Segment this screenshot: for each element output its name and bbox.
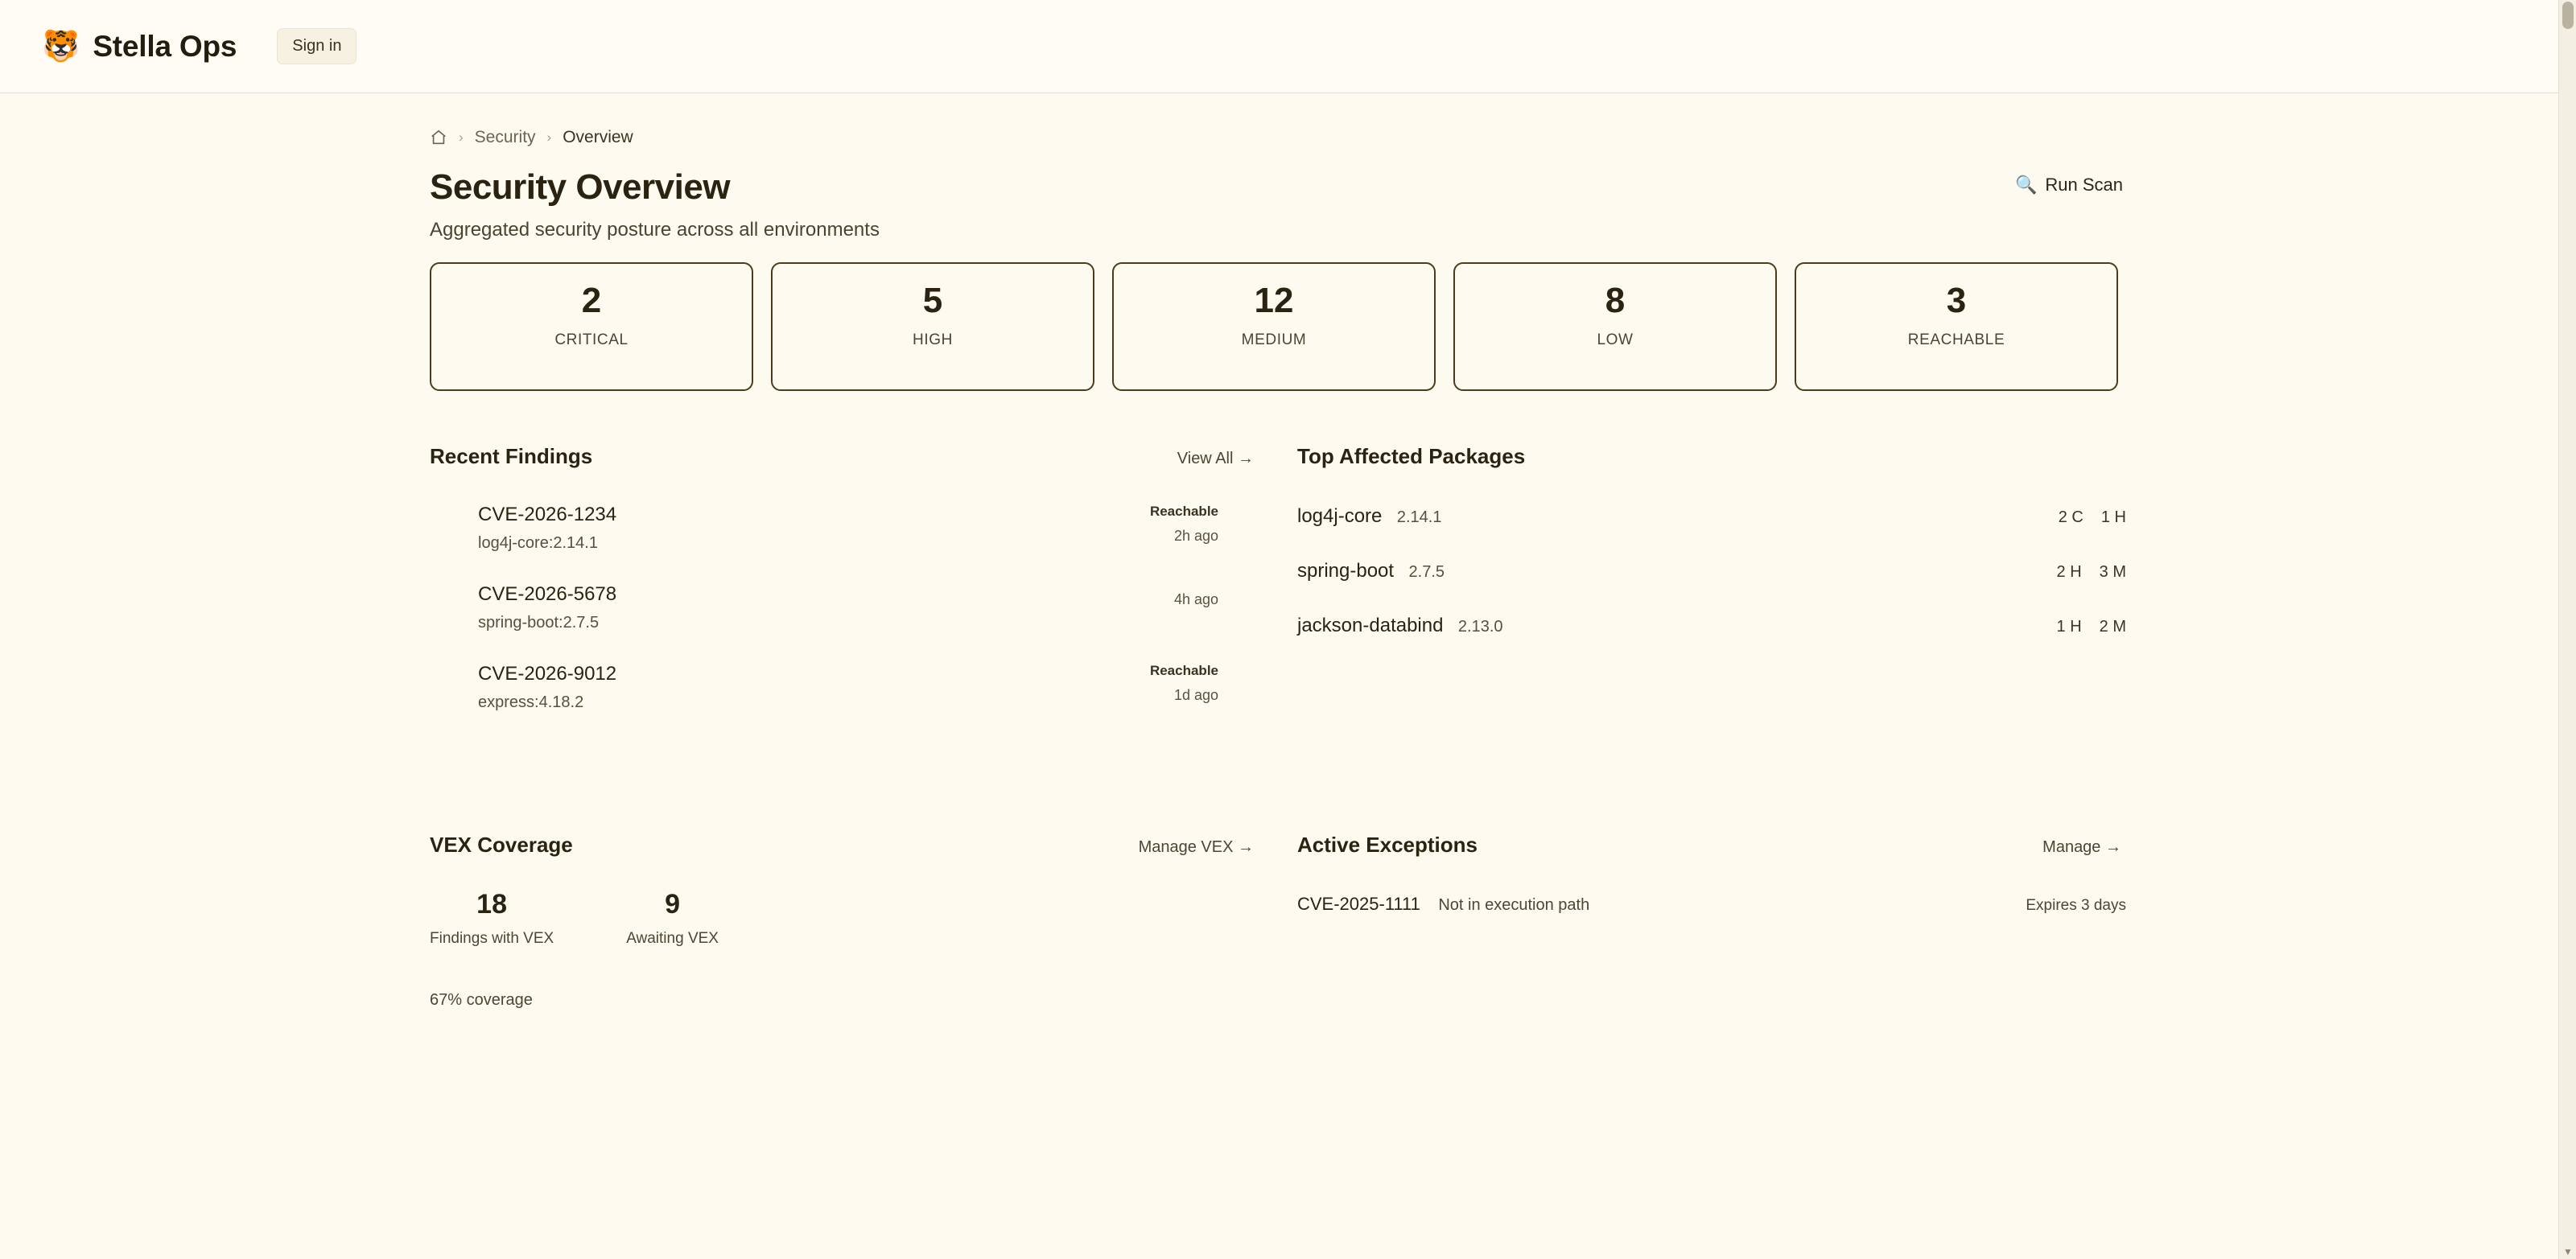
exception-expires: Expires 3 days	[2026, 897, 2126, 914]
panel-title: Active Exceptions	[1297, 833, 1478, 857]
magnifier-icon: 🔍	[2014, 175, 2038, 195]
package-version: 2.14.1	[1396, 508, 1442, 526]
finding-package: express:4.18.2	[478, 693, 584, 711]
finding-meta	[1150, 663, 1259, 704]
vex-metric-awaiting	[626, 889, 719, 948]
stat-label: CRITICAL	[554, 331, 629, 349]
run-scan-label: Run Scan	[2045, 175, 2123, 195]
vex-metric-with	[430, 889, 554, 948]
page-header	[430, 167, 2128, 241]
vex-metric-value: 9	[665, 889, 681, 920]
vex-coverage-panel	[430, 833, 1259, 1010]
breadcrumb-item-overview: Overview	[563, 128, 633, 146]
stat-value: 8	[1605, 281, 1626, 320]
top-packages-header	[1297, 444, 2126, 473]
panel-title: Top Affected Packages	[1297, 444, 1526, 468]
package-row[interactable]	[1297, 560, 2126, 582]
package-count: 1 H	[2100, 508, 2126, 526]
stat-label: HIGH	[913, 331, 953, 349]
active-exceptions-panel	[1297, 833, 2126, 1010]
stat-card-critical[interactable]	[430, 262, 753, 391]
package-count: 2 M	[2099, 618, 2126, 636]
finding-age: 4h ago	[1173, 591, 1218, 607]
finding-row[interactable]	[430, 663, 1259, 712]
finding-main	[478, 663, 616, 712]
manage-vex-button[interactable]: Manage VEX →	[1134, 837, 1259, 858]
finding-row[interactable]	[430, 583, 1259, 632]
package-name: spring-boot	[1297, 560, 1395, 582]
stat-value: 5	[922, 281, 943, 320]
lower-panels	[430, 833, 2128, 1010]
package-row[interactable]	[1297, 505, 2126, 528]
vex-metric-value: 18	[476, 889, 507, 920]
stat-label: REACHABLE	[1907, 331, 2005, 349]
exception-row[interactable]	[1297, 894, 2126, 915]
exception-cve: CVE-2025-1111	[1297, 894, 1420, 914]
finding-row[interactable]	[430, 504, 1259, 553]
package-counts	[2057, 618, 2126, 636]
active-exceptions-header	[1297, 833, 2126, 862]
top-bar	[0, 0, 2576, 93]
breadcrumb-sep-2: ›	[546, 130, 552, 145]
stat-value: 3	[1946, 281, 1967, 320]
finding-cve: CVE-2026-9012	[478, 663, 617, 685]
upper-panels	[430, 444, 2128, 712]
package-count: 3 M	[2099, 563, 2126, 581]
brand[interactable]	[42, 30, 237, 64]
package-name: log4j-core	[1297, 505, 1383, 527]
stat-value: 12	[1254, 281, 1294, 320]
stat-label: LOW	[1597, 331, 1634, 349]
finding-main	[478, 583, 616, 632]
page-subtitle: Aggregated security posture across all environments	[430, 219, 880, 241]
vex-coverage-text: 67% coverage	[430, 991, 533, 1009]
finding-age: 1d ago	[1173, 687, 1218, 703]
panel-title: VEX Coverage	[430, 833, 573, 857]
package-label	[1297, 615, 1503, 637]
recent-findings-panel	[430, 444, 1259, 712]
home-icon[interactable]	[430, 129, 447, 146]
reachable-badge: Reachable	[1149, 504, 1218, 519]
vex-metric-caption: Findings with VEX	[430, 930, 554, 947]
finding-age: 2h ago	[1173, 528, 1218, 544]
brand-name: Stella Ops	[93, 29, 237, 63]
package-counts	[2057, 563, 2126, 582]
package-count: 2 H	[2056, 563, 2082, 581]
stat-label: MEDIUM	[1241, 331, 1307, 349]
page-title: Security Overview	[430, 167, 731, 207]
package-count: 1 H	[2056, 618, 2082, 636]
finding-meta	[1174, 583, 1259, 608]
stat-card-high[interactable]	[771, 262, 1094, 391]
stat-card-reachable[interactable]	[1795, 262, 2118, 391]
finding-meta	[1150, 504, 1259, 545]
finding-package: log4j-core:2.14.1	[478, 534, 598, 552]
breadcrumb-sep-1: ›	[459, 130, 464, 145]
left-gutter	[0, 93, 13, 1259]
manage-exceptions-button[interactable]: Manage →	[2038, 837, 2126, 858]
scroll-down-icon[interactable]: ▼	[2563, 1246, 2573, 1257]
package-version: 2.7.5	[1408, 563, 1445, 581]
run-scan-button[interactable]	[2010, 174, 2128, 196]
recent-findings-header	[430, 444, 1259, 473]
severity-stats	[430, 262, 2128, 391]
page-content	[430, 125, 2128, 1010]
breadcrumb-item-security[interactable]: Security	[474, 128, 536, 146]
package-counts	[2059, 508, 2126, 527]
vex-metric-caption: Awaiting VEX	[626, 930, 719, 947]
package-label	[1297, 505, 1441, 528]
finding-cve: CVE-2026-5678	[478, 583, 617, 605]
panel-title: Recent Findings	[430, 444, 593, 468]
scrollbar-thumb[interactable]	[2562, 2, 2574, 29]
stat-card-medium[interactable]	[1112, 262, 1436, 391]
tiger-icon: 🐯	[42, 29, 80, 64]
vex-metrics	[430, 889, 1259, 948]
exception-main	[1297, 894, 1589, 915]
stat-card-low[interactable]	[1453, 262, 1777, 391]
vertical-scrollbar[interactable]	[2558, 0, 2576, 1259]
sign-in-button[interactable]: Sign in	[277, 28, 357, 64]
vex-coverage-header	[430, 833, 1259, 862]
top-packages-panel	[1297, 444, 2126, 712]
reachable-badge: Reachable	[1149, 663, 1218, 678]
package-version: 2.13.0	[1457, 618, 1503, 636]
finding-main	[478, 504, 616, 553]
exception-reason: Not in execution path	[1438, 896, 1590, 914]
package-name: jackson-databind	[1297, 615, 1444, 636]
breadcrumb	[430, 125, 2128, 150]
finding-package: spring-boot:2.7.5	[478, 614, 600, 632]
stat-value: 2	[581, 281, 602, 320]
package-label	[1297, 560, 1445, 582]
finding-cve: CVE-2026-1234	[478, 504, 617, 525]
package-row[interactable]	[1297, 615, 2126, 637]
package-count: 2 C	[2058, 508, 2083, 526]
view-all-findings-button[interactable]: View All →	[1173, 449, 1259, 469]
